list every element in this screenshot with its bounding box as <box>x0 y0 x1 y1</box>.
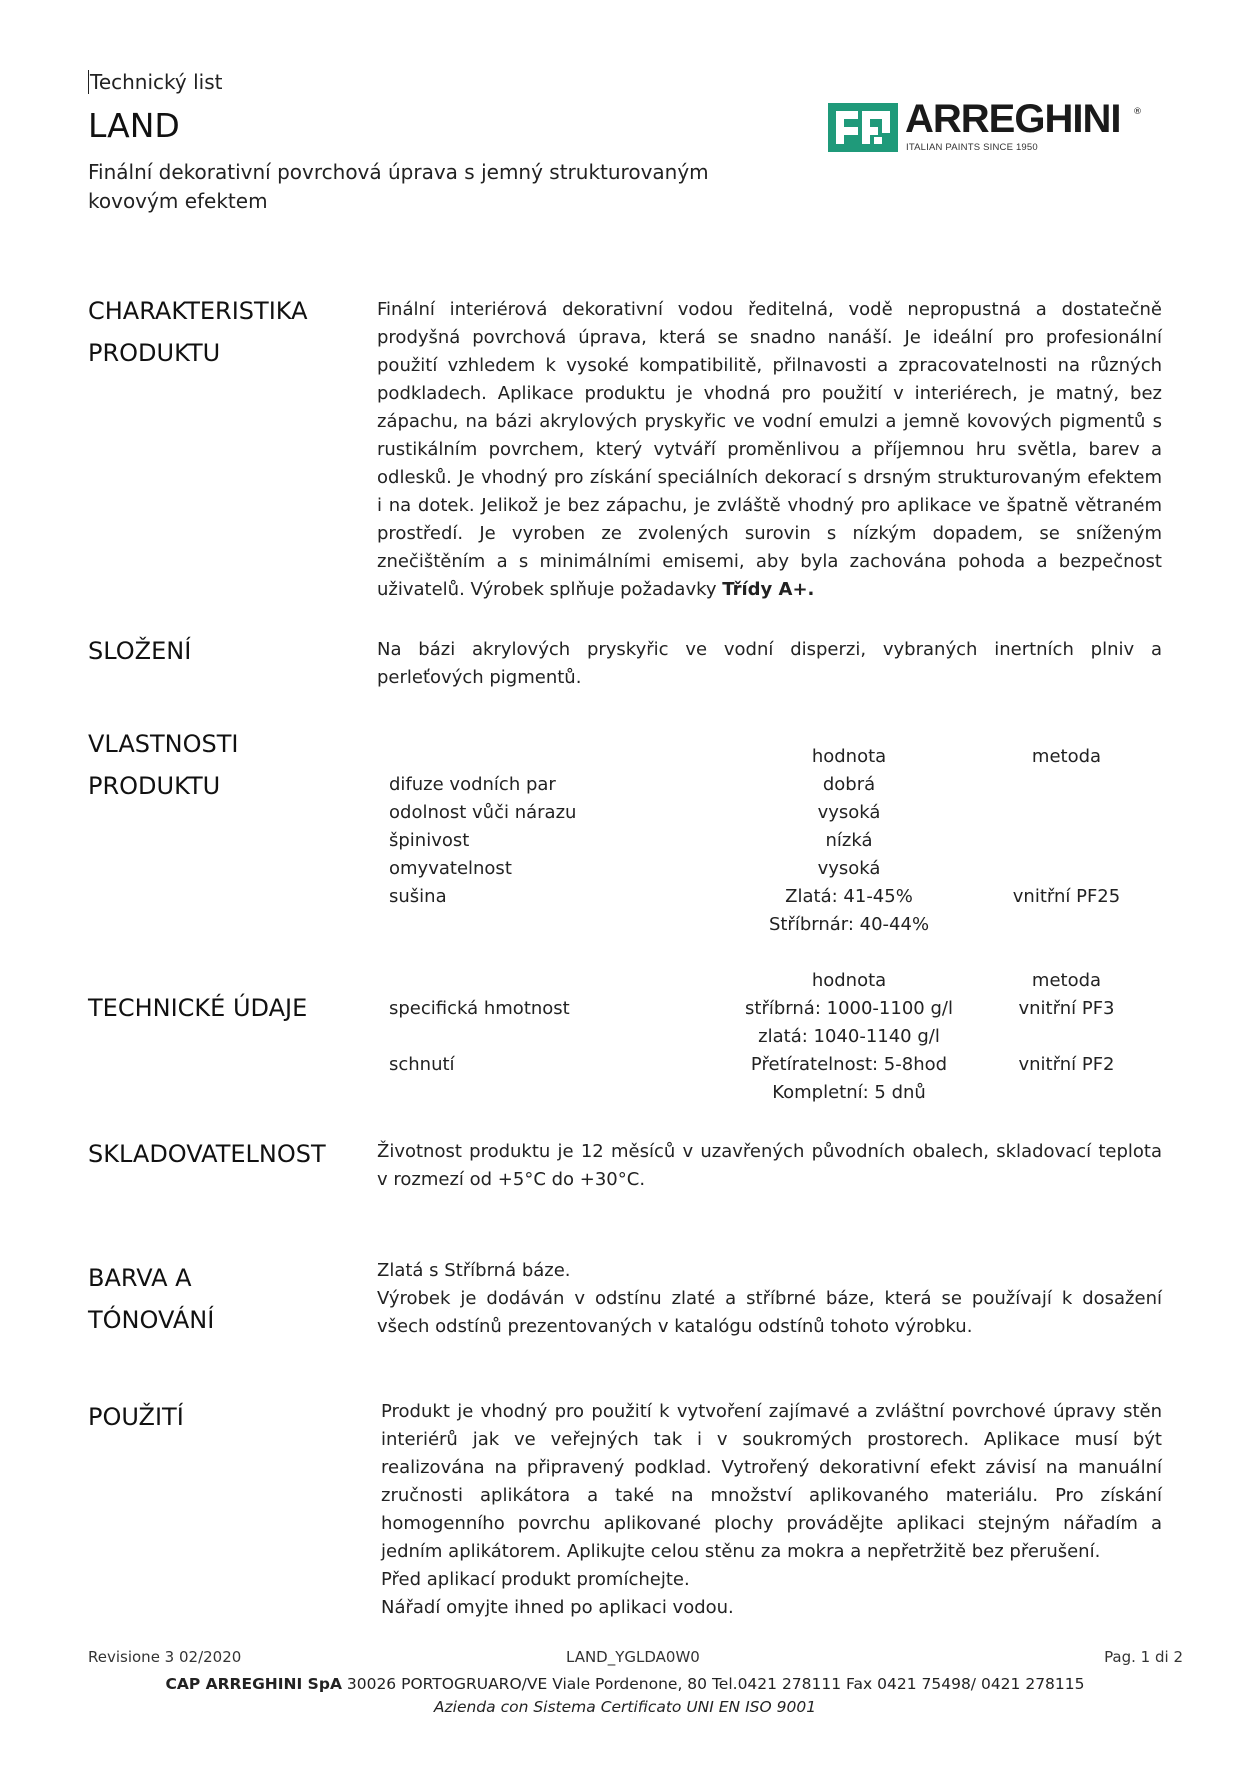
table-header <box>377 743 1167 771</box>
product-name: LAND <box>88 106 180 145</box>
registered-mark: ® <box>1133 107 1142 117</box>
property-method <box>979 855 1154 883</box>
table-row <box>377 855 1167 883</box>
property-method: vnitřní PF3 <box>1018 998 1115 1019</box>
section-title-properties <box>88 723 238 807</box>
property-method <box>979 827 1154 855</box>
document-type <box>88 70 222 94</box>
company-name: CAP ARREGHINI SpA <box>165 1675 342 1693</box>
logo-wordmark: ARREGHINI <box>905 97 1121 141</box>
property-value: nízká <box>825 830 873 851</box>
logo-tagline: ITALIAN PAINTS SINCE 1950 <box>906 142 1038 153</box>
characteristics-body: Finální interiérová dekorativní vodou ředitelná, vodě nepropustná a dostatečně prodyšná povrchová úprava, která se snadno nanáší. Je ideální pro profesionální použití vzhledem k vysoké kompatibilitě, přilnavosti a zpracovatelnosti na různých podkladech. Aplikace produktu je vhodná pro použití v interiérech, je matný, bez zápachu, na bázi akrylových pryskyřic ve vodní emulzi a jemně kovových pigmentů s rustikálním povrchem, který vytváří proměnlivou a příjemnou hru světla, barev a odlesků. Je vhodný pro získání speciálních dekorací s drsným strukturovaným efektem i na dotek. Jelikož je bez zápachu, je zvláště vhodný pro aplikace ve špatně větraném prostředí. Je vyroben ze zvolených surovin s nízkým dopadem, se sníženým znečištěním a s minimálními emisemi, aby byla zachována pohoda a bezpečnost uživatelů. Výrobek splňuje požadavky <box>377 299 1162 600</box>
page-number: Pag. 1 di 2 <box>1104 1648 1183 1666</box>
color-description: Výrobek je dodáván v odstínu zlaté a stříbrné báze, která se používají k dosažení všech odstínů prezentovaných v katalógu odstínů tohoto výrobku. <box>377 1288 1162 1337</box>
section-title-line: PRODUKTU <box>88 772 221 800</box>
property-method: vnitřní PF25 <box>1012 886 1121 907</box>
column-header-method: metoda <box>1031 970 1102 991</box>
section-title-line: PRODUKTU <box>88 339 221 367</box>
property-name: sušina <box>389 886 447 907</box>
property-name <box>377 1023 719 1051</box>
property-method: vnitřní PF2 <box>1018 1054 1115 1075</box>
storage-text: Životnost produktu je 12 měsíců v uzavřených původních obalech, skladovací teplota v rozmezí od +5°C do +30°C. <box>377 1141 1162 1190</box>
text-cursor <box>88 70 89 94</box>
section-title-characteristics <box>88 290 308 374</box>
property-name: odolnost vůči nárazu <box>389 802 577 823</box>
product-code: LAND_YGLDA0W0 <box>566 1648 700 1666</box>
certification: Azienda con Sistema Certificato UNI EN ISO 9001 <box>433 1698 817 1716</box>
usage-clean-note: Nářadí omyjte ihned po aplikaci vodou. <box>381 1597 734 1618</box>
property-name: specifická hmotnost <box>389 998 570 1019</box>
table-row <box>377 911 1167 939</box>
section-title-storage: SKLADOVATELNOST <box>88 1140 326 1168</box>
usage-text <box>381 1398 1162 1622</box>
column-header-value: hodnota <box>811 970 887 991</box>
table-row <box>377 883 1167 911</box>
logo-mark-icon <box>828 103 898 152</box>
table-row <box>377 1051 1167 1079</box>
color-bases: Zlatá s Stříbrná báze. <box>377 1260 571 1281</box>
arreghini-logo <box>828 97 1148 157</box>
column-header-method: metoda <box>1031 746 1102 767</box>
document-type-label: Technický list <box>90 70 223 94</box>
property-value: vysoká <box>817 802 881 823</box>
table-row <box>377 995 1167 1023</box>
section-title-technical: TECHNICKÉ ÚDAJE <box>88 994 308 1022</box>
property-value: Kompletní: 5 dnů <box>772 1082 926 1103</box>
section-title-usage: POUŽITÍ <box>88 1403 184 1431</box>
section-title-color <box>88 1257 214 1341</box>
property-name: omyvatelnost <box>389 858 512 879</box>
property-method <box>979 1079 1154 1107</box>
section-title-line: TÓNOVÁNÍ <box>88 1306 215 1334</box>
property-value: Zlatá: 41-45% <box>785 886 913 907</box>
section-title-composition: SLOŽENÍ <box>88 637 192 665</box>
property-name <box>377 911 719 939</box>
table-row <box>377 1023 1167 1051</box>
color-text <box>377 1257 1162 1341</box>
section-title-line: VLASTNOSTI <box>88 730 239 758</box>
property-method <box>979 911 1154 939</box>
property-value: stříbrná: 1000-1100 g/l <box>745 998 953 1019</box>
table-row <box>377 1079 1167 1107</box>
property-name <box>377 1079 719 1107</box>
property-value: dobrá <box>822 774 876 795</box>
section-title-line: CHARAKTERISTIKA <box>88 297 308 325</box>
table-row <box>377 827 1167 855</box>
address-text: 30026 PORTOGRUARO/VE Viale Pordenone, 80 Tel.0421 278111 Fax 0421 75498/ 0421 278115 <box>341 1675 1085 1693</box>
property-name: difuze vodních par <box>389 774 556 795</box>
product-subtitle: Finální dekorativní povrchová úprava s jemný strukturovaným kovovým efektem <box>88 160 709 213</box>
section-title-line: BARVA A <box>88 1264 192 1292</box>
composition-text: Na bázi akrylových pryskyřic ve vodní disperzi, vybraných inertních plniv a perleťových pigmentů. <box>377 639 1162 688</box>
technical-table <box>377 967 1167 1107</box>
column-header-value: hodnota <box>811 746 887 767</box>
property-name: špinivost <box>389 830 470 851</box>
property-method <box>979 799 1154 827</box>
property-value: vysoká <box>817 858 881 879</box>
property-value: zlatá: 1040-1140 g/l <box>758 1026 940 1047</box>
revision-label: Revisione 3 02/2020 <box>88 1648 242 1666</box>
company-address <box>0 1675 1250 1693</box>
table-row <box>377 771 1167 799</box>
property-value: Přetíratelnost: 5-8hod <box>750 1054 948 1075</box>
class-a-plus: Třídy A+. <box>722 579 815 600</box>
usage-description: Produkt je vhodný pro použití k vytvoření zajímavé a zvláštní povrchové úpravy stěn interiérů jak ve veřejných tak i v soukromých prostorech. Aplikace musí být realizována na připravený podklad. Vytrořený dekorativní efekt závisí na manuální zručnosti aplikátora a také na množství aplikovaného materiálu. Pro získání homogenního povrchu aplikované plochy provádějte aplikaci stejným nářadím a jedním aplikátorem. Aplikujte celou stěnu za mokra a nepřetržitě bez přerušení. <box>381 1401 1162 1562</box>
properties-table <box>377 743 1167 939</box>
property-value: Stříbrnár: 40-44% <box>768 914 930 935</box>
property-method <box>979 1023 1154 1051</box>
property-method <box>979 771 1154 799</box>
property-name: schnutí <box>389 1054 455 1075</box>
characteristics-text <box>377 296 1162 604</box>
table-row <box>377 799 1167 827</box>
usage-mix-note: Před aplikací produkt promíchejte. <box>381 1569 690 1590</box>
table-header <box>377 967 1167 995</box>
